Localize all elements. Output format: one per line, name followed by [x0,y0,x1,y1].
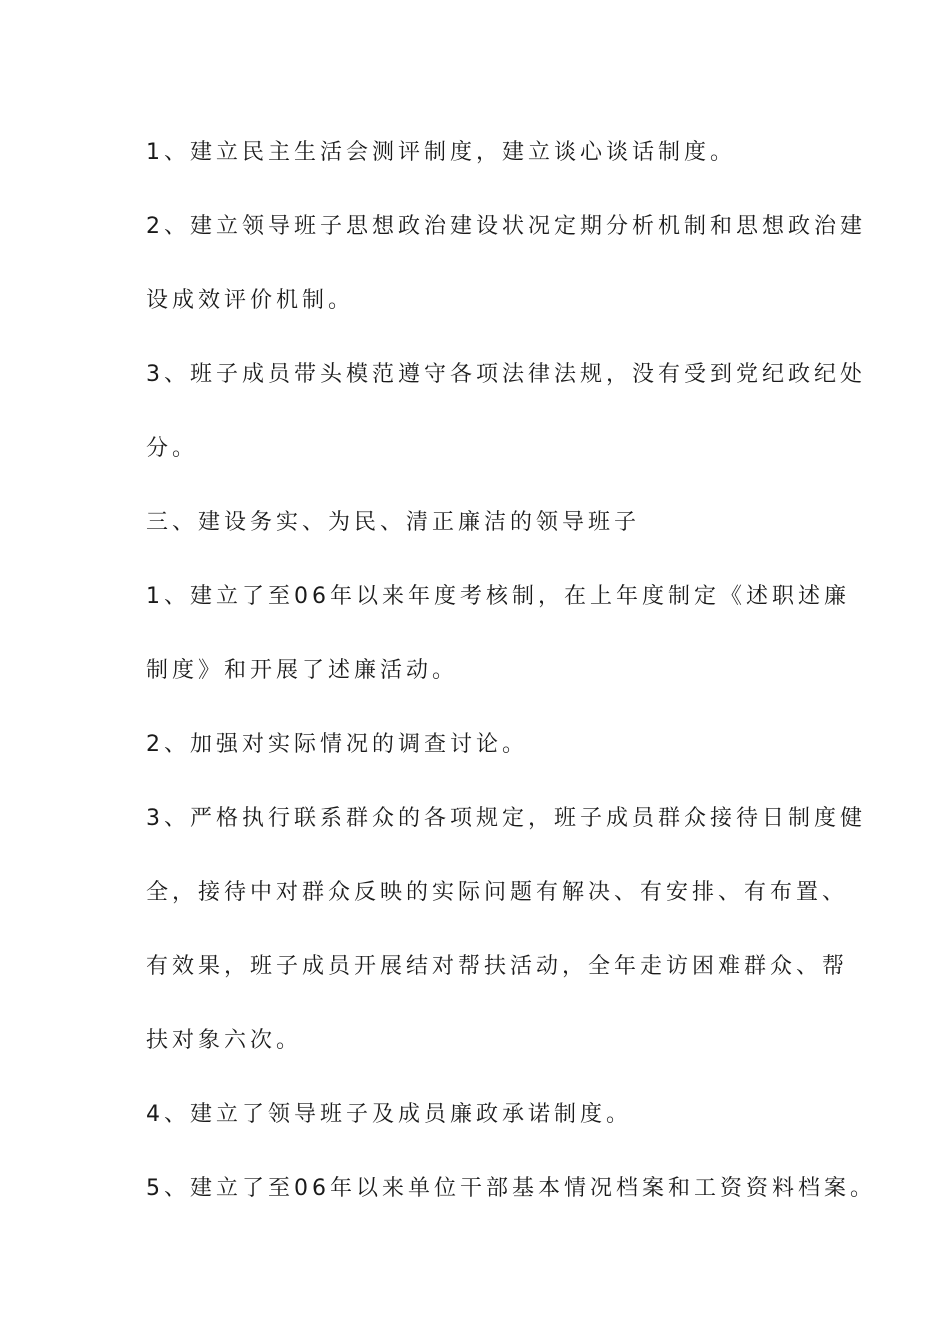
text-line: 5、建立了至06年以来单位干部基本情况档案和工资资料档案。 [146,1176,876,1201]
text-line: 1、建立民主生活会测评制度，建立谈心谈话制度。 [146,140,736,165]
text-line: 有效果，班子成员开展结对帮扶活动，全年走访困难群众、帮 [146,954,849,979]
text-line: 制度》和开展了述廉活动。 [146,658,459,683]
text-line: 3、严格执行联系群众的各项规定，班子成员群众接待日制度健 [146,806,866,831]
document-body [146,128,876,1238]
text-line: 扶对象六次。 [146,1028,303,1053]
text-line: 4、建立了领导班子及成员廉政承诺制度。 [146,1102,632,1127]
text-line: 设成效评价机制。 [146,288,355,313]
text-line: 1、建立了至06年以来年度考核制，在上年度制定《述职述廉 [146,584,850,609]
text-line: 3、班子成员带头模范遵守各项法律法规，没有受到党纪政纪处 [146,362,866,387]
text-line: 分。 [146,436,199,461]
text-line: 全，接待中对群众反映的实际问题有解决、有安排、有布置、 [146,880,849,905]
text-line: 2、加强对实际情况的调查讨论。 [146,732,528,757]
section-heading: 三、建设务实、为民、清正廉洁的领导班子 [146,510,641,535]
text-line: 2、建立领导班子思想政治建设状况定期分析机制和思想政治建 [146,214,866,239]
